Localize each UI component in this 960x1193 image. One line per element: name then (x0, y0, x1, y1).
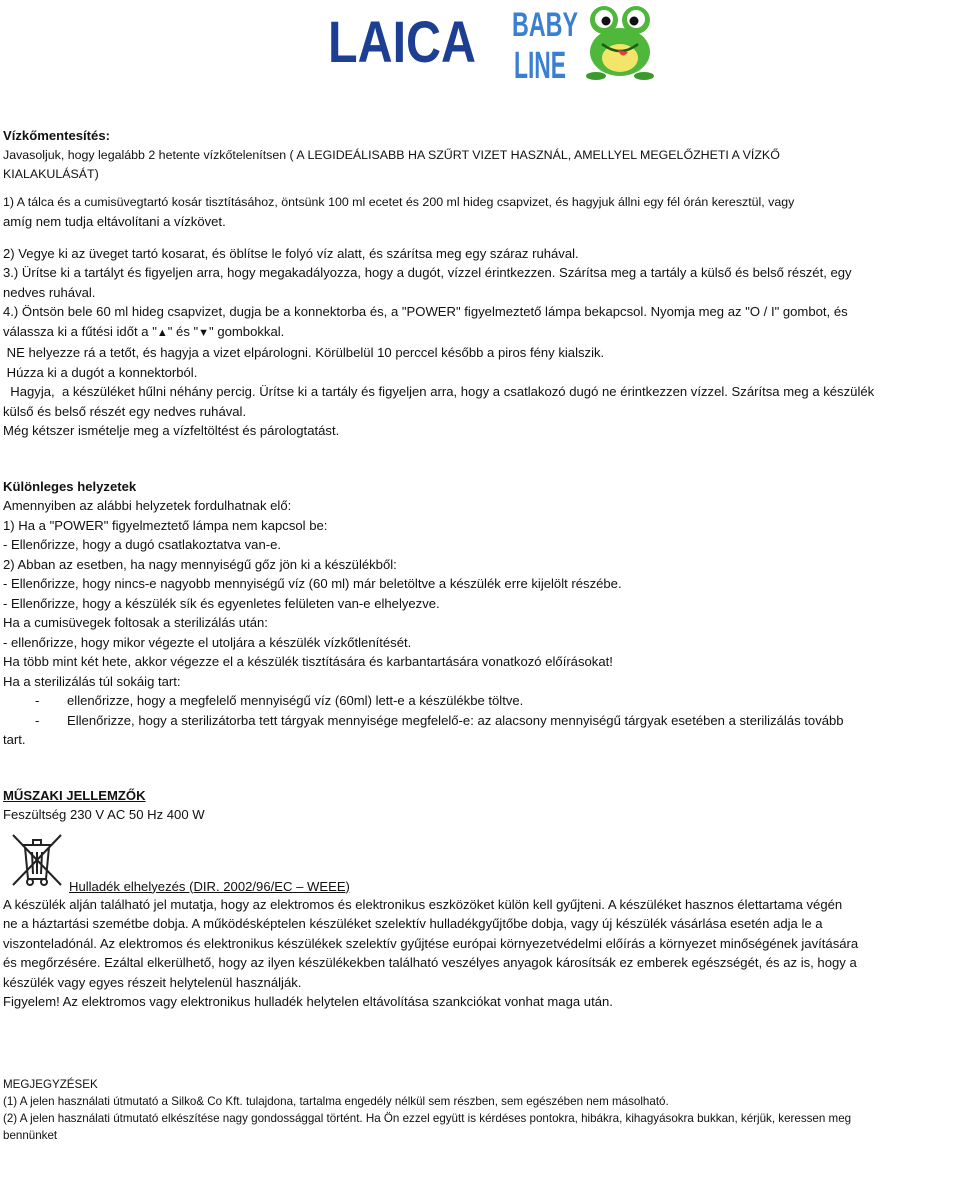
down-arrow-icon: ▼ (198, 326, 210, 339)
descaling-step1-line2: amíg nem tudja eltávolítani a vízkövet. (3, 214, 226, 229)
descaling-step3-line2: nedves ruhával. (3, 284, 96, 300)
baby-line-bottom: LINE (514, 45, 566, 87)
crossed-bin-icon (9, 831, 65, 889)
document-body (3, 126, 957, 1144)
special-line: - Ellenőrizze, hogy a készülék sík és egyenletes felületen van-e elhelyezve. (3, 595, 440, 611)
special-title: Különleges helyzetek (3, 478, 137, 494)
special-line: Ha több mint két hete, akkor végezze el a készülék tisztítására és karbantartására vonatkozó előírásokat! (3, 654, 613, 669)
notes-line: bennünket (3, 1128, 58, 1142)
descaling-title: Vízkőmentesítés: (3, 128, 110, 143)
special-bullet-text: Ellenőrizze, hogy a sterilizátorba tett tárgyak mennyisége megfelelő-e: az alacsony mennyiségű tárgyak esetében a sterilizálás tovább (67, 712, 844, 728)
special-bullet-text: ellenőrizze, hogy a megfelelő mennyiségű víz (60ml) lett-e a készülékbe töltve. (67, 693, 524, 708)
special-line: - Ellenőrizze, hogy a dugó csatlakoztatva van-e. (3, 537, 282, 552)
descaling-step3-line1: 3.) Ürítse ki a tartályt és figyeljen arra, hogy megakadályozza, hogy a dugót, vízzel érintkezzen. Szárítsa meg a tartály a külső és belső részét, egy (3, 265, 852, 280)
baby-line-top: BABY (512, 6, 579, 44)
weee-line: készülék vagy egyes részeit helytelenül használják. (3, 974, 302, 990)
special-bullet (3, 691, 957, 711)
descaling-step4-line5: Hagyja, a készüléket hűlni néhány percig. Ürítse ki a tartály és figyeljen arra, hogy a csatlakozó dugó ne érintkezzen vízzel. Szárítsa meg a készülék (3, 384, 875, 399)
special-line: - ellenőrizze, hogy mikor végezte el utoljára a készülék vízkőtlenítését. (3, 634, 412, 650)
weee-title: Hulladék elhelyezés (DIR. 2002/96/EC – WEEE) (69, 878, 350, 894)
descaling-intro-line2: KIALAKULÁSÁT) (3, 167, 99, 181)
notes-line: (1) A jelen használati útmutató a Silko& Co Kft. tulajdona, tartalma engedély nélkül sem részben, sem egészében nem másolható. (3, 1094, 669, 1108)
descaling-step4-line3: NE helyezze rá a tetőt, és hagyja a vizet elpárologni. Körülbelül 10 perccel később a piros fény kialszik. (3, 345, 605, 360)
weee-line: Figyelem! Az elektromos vagy elektronikus hulladék helytelen eltávolítása szankciókat vonhat maga után. (3, 994, 613, 1009)
baby-line-logo (512, 2, 582, 87)
descaling-step1-line1: 1) A tálca és a cumisüvegtartó kosár tisztításához, öntsünk 100 ml ecetet és 200 ml hideg csapvizet, és hagyjuk állni egy fél órán keresztül, vagy (3, 194, 795, 209)
weee-line: viszonteladónál. Az elektromos és elektronikus készülékek szelektív gyűjtése európai környezetvédelmi előírás a környezet minőségének javítására (3, 935, 859, 951)
bullet-dash: - (35, 712, 40, 728)
specs-voltage: Feszültség 230 V AC 50 Hz 400 W (3, 807, 205, 822)
special-line: Ha a cumisüvegek foltosak a sterilizálás után: (3, 615, 268, 630)
special-line: - Ellenőrizze, hogy nincs-e nagyobb mennyiségű víz (60 ml) már beletöltve a készülék erre kijelölt részébe. (3, 576, 622, 591)
frog-mascot-icon (582, 0, 658, 82)
special-line: Ha a sterilizálás túl sokáig tart: (3, 673, 181, 689)
bullet-dash: - (35, 693, 40, 708)
laica-logo-text: LAICA (328, 10, 476, 75)
descaling-step4-line6: külső és belső részét egy nedves ruhával. (3, 403, 247, 419)
step4-line2-pre: válassza ki a fűtési időt a " (3, 323, 157, 339)
up-arrow-icon: ▲ (156, 326, 168, 339)
weee-line: ne a háztartási szemétbe dobja. A működésképtelen készüléket szelektív hulladékgyűjtőbe dobja, vagy új készülék vásárlása esetén adja le a (3, 916, 823, 931)
special-bullet (3, 711, 957, 731)
weee-line: és megőrzésére. Ezáltal elkerülhető, hogy az ilyen készülékekben található veszélyes anyagok károsítsák ez emberek egészségét, és az is, hogy a (3, 955, 857, 970)
notes-section (3, 1076, 957, 1144)
notes-title: MEGJEGYZÉSEK (3, 1077, 98, 1091)
notes-line: (2) A jelen használati útmutató elkészítése nagy gondossággal történt. Ha Ön ezzel együtt is kérdéses pontokra, hibákra, kihagyásokra bukkan, kérjük, keressen meg (3, 1111, 852, 1125)
descaling-step4-line4: Húzza ki a dugót a konnektorból. (3, 364, 198, 380)
step4-line2-mid: " és " (167, 323, 199, 339)
weee-line: A készülék alján található jel mutatja, hogy az elektromos és elektronikus eszközöket külön kell gyűjteni. A készüléket hasznos élettartama végén (3, 896, 843, 912)
header-logos (328, 0, 658, 88)
special-line: Amennyiben az alábbi helyzetek fordulhatnak elő: (3, 498, 292, 513)
special-line: 1) Ha a "POWER" figyelmeztető lámpa nem kapcsol be: (3, 517, 328, 533)
descaling-step4-line2 (3, 322, 957, 344)
special-bullet-tail: tart. (3, 732, 26, 747)
weee-header (3, 837, 957, 895)
descaling-step2: 2) Vegye ki az üveget tartó kosarat, és öblítse le folyó víz alatt, és szárítsa meg egy száraz ruhával. (3, 245, 579, 261)
step4-line2-post: " gombokkal. (209, 323, 285, 339)
descaling-step4-line1: 4.) Öntsön bele 60 ml hideg csapvizet, dugja be a konnektorba és, a "POWER" figyelmeztető lámpa bekapcsol. Nyomja meg az "O / I" gombot, és (3, 304, 848, 319)
specs-title: MŰSZAKI JELLEMZŐK (3, 787, 146, 803)
laica-logo (328, 10, 478, 75)
special-line: 2) Abban az esetben, ha nagy mennyiségű gőz jön ki a készülékből: (3, 556, 397, 572)
descaling-intro-line1: Javasoljuk, hogy legalább 2 hetente vízkőtelenítsen ( A LEGIDEÁLISABB HA SZŰRT VIZET HASZNÁL, AMELLYEL MEGELŐZHETI A VÍZKŐ (3, 147, 780, 162)
descaling-step4-line7: Még kétszer ismételje meg a vízfeltöltést és párologtatást. (3, 423, 340, 438)
